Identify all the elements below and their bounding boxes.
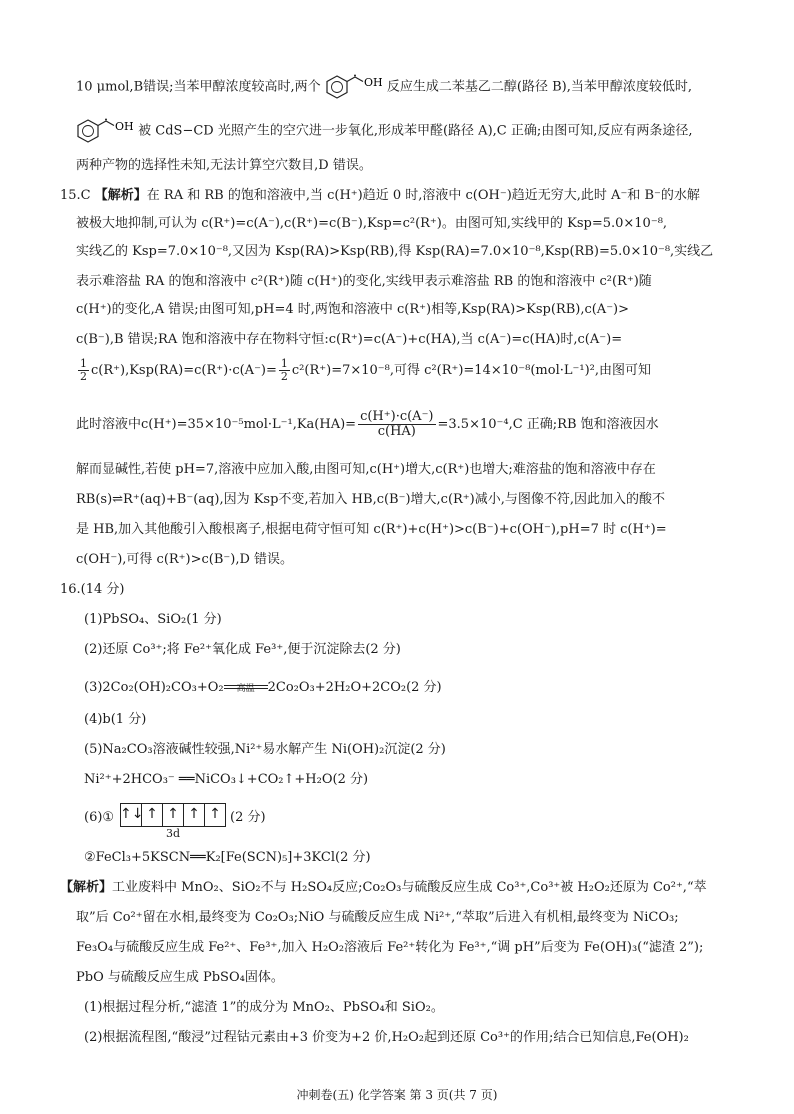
answer-line: ②FeCl₃+5KSCN══K₂[Fe(SCN)₅]+3KCl(2 分) (84, 850, 371, 865)
text-line: 表示难溶盐 RA 的饱和溶液中 c²(R⁺)随 c(H⁺)的变化,实线甲表示难溶盐 RB 的饱和溶液中 c²(R⁺)随 (76, 274, 652, 289)
svg-text:OH: OH (115, 120, 134, 133)
answer-line: Ni²⁺+2HCO₃⁻ ══NiCO₃↓+CO₂↑+H₂O(2 分) (84, 772, 369, 787)
question-number: 15.C (60, 188, 91, 203)
text-line: OH 被 CdS−CD 光照产生的空穴进一步氧化,形成苯甲醛(路径 A),C 正确;由图可知,反应有两条途径, (76, 118, 693, 144)
text-line: (2)根据流程图,“酸浸”过程钴元素由+3 价变为+2 价,H₂O₂起到还原 Co³⁺的作用;结合已知信息,Fe(OH)₂ (84, 1030, 689, 1045)
text-line: 两种产物的选择性未知,无法计算空穴数目,D 错误。 (76, 158, 372, 173)
answer-line: (2)还原 Co³⁺;将 Fe²⁺氧化成 Fe³⁺,便于沉淀除去(2 分) (84, 642, 401, 657)
text-line: 解而显碱性,若使 pH=7,溶液中应加入酸,由图可知,c(H⁺)增大,c(R⁺)也增大;难溶盐的饱和溶液中存在 (76, 462, 656, 477)
spin-arrow: ↑ (188, 806, 200, 822)
spin-arrow: ↑ (167, 806, 179, 822)
score-text: (2 分) (230, 810, 266, 825)
text-line: 10 μmol,B错误;当苯甲醇浓度较高时,两个 OH 反应生成二苯基乙二醇(路径 B),当苯甲醇浓度较低时, (76, 74, 692, 100)
text-line: 实线乙的 Ksp=7.0×10⁻⁸,又因为 Ksp(RA)>Ksp(RB),得 Ksp(RA)=7.0×10⁻⁸,Ksp(RB)=5.0×10⁻⁸,实线乙 (76, 244, 714, 259)
text-line: Fe₃O₄与硫酸反应生成 Fe²⁺、Fe³⁺,加入 H₂O₂溶液后 Fe²⁺转化为 Fe³⁺,“调 pH”后变为 Fe(OH)₃(“滤渣 2”); (76, 940, 704, 955)
answer-line: (4)b(1 分) (84, 712, 147, 727)
fraction-half: $\frac{1}{2}$ (280, 357, 288, 383)
page-footer: 冲刺卷(五) 化学答案 第 3 页(共 7 页) (296, 1088, 498, 1102)
question-number: 16.(14 分) (60, 582, 125, 597)
analysis-tag: 【解析】 (94, 188, 147, 203)
answer-line: (1)PbSO₄、SiO₂(1 分) (84, 612, 222, 627)
q15-line: 15.C 【解析】在 RA 和 RB 的饱和溶液中,当 c(H⁺)趋近 0 时,溶液中 c(OH⁻)趋近无穷大,此时 A⁻和 B⁻的水解 (60, 188, 700, 203)
answer-line: (5)Na₂CO₃溶液碱性较强,Ni²⁺易水解产生 Ni(OH)₂沉淀(2 分) (84, 742, 446, 757)
text-line: PbO 与硫酸反应生成 PbSO₄固体。 (76, 970, 284, 985)
analysis-tag: 【解析】 (60, 880, 113, 895)
text-line: 取”后 Co²⁺留在水相,最终变为 Co₂O₃;NiO 与硫酸反应生成 Ni²⁺,“萃取”后进入有机相,最终变为 NiCO₃; (76, 910, 679, 925)
benzyl-alcohol-structure (76, 118, 134, 144)
spin-arrow: ↑ (209, 806, 221, 822)
answer-line: (3)2Co₂(OH)₂CO₃+O₂ 高温 2Co₂O₃+2H₂O+2CO₂(2 分) (84, 680, 442, 695)
text-line: c(B⁻),B 错误;RA 饱和溶液中存在物料守恒:c(R⁺)=c(A⁻)+c(HA),当 c(A⁻)=c(HA)时,c(A⁻)= (76, 332, 623, 347)
orbital-label: 3d (165, 827, 181, 840)
text-line: c(OH⁻),可得 c(R⁺)>c(B⁻),D 错误。 (76, 552, 294, 567)
text-line: 是 HB,加入其他酸引入酸根离子,根据电荷守恒可知 c(R⁺)+c(H⁺)>c(B⁻)+c(OH⁻),pH=7 时 c(H⁺)= (76, 522, 667, 537)
text-line: (1)根据过程分析,“滤渣 1”的成分为 MnO₂、PbSO₄和 SiO₂。 (84, 1000, 444, 1015)
answer-line: (6)① (84, 810, 115, 825)
text-line: c(H⁺)的变化,A 错误;由图可知,pH=4 时,两饱和溶液中 c(R⁺)相等,Ksp(RA)>Ksp(RB),c(A⁻)> (76, 302, 630, 317)
benzyl-alcohol-structure (325, 74, 383, 100)
text-line: 被极大地抑制,可认为 c(R⁺)=c(A⁻),c(R⁺)=c(B⁻),Ksp=c²(R⁺)。由图可知,实线甲的 Ksp=5.0×10⁻⁸, (76, 216, 668, 231)
ka-fraction: $\frac{c(H^+)\cdot c(A^-)}{c(HA)}$ (360, 409, 434, 439)
text-line: RB(s)⇌R⁺(aq)+B⁻(aq),因为 Ksp不变,若加入 HB,c(B⁻)增大,c(R⁺)减小,与图像不符,因此加入的酸不 (76, 492, 666, 507)
text-line: 此时溶液中c(H⁺)=35×10⁻⁵mol·L⁻¹,Ka(HA)= $\frac{c(H^+)\cdot c(A^-)}{c(HA)}$ =3.5×10⁻⁴,C 正确;RB 饱和溶液因水 (76, 409, 659, 439)
text-line: $\frac{1}{2}$ c(R⁺),Ksp(RA)=c(R⁺)·c(A⁻)= $\frac{1}{2}$ c²(R⁺)=7×10⁻⁸,可得 c²(R⁺)=14×10⁻⁸(mol·L⁻¹)²,由图可知 (80, 357, 651, 383)
spin-arrow: ↑ (146, 806, 158, 822)
fraction-half: $\frac{1}{2}$ (80, 357, 87, 383)
spin-arrow: ↑↓ (120, 806, 144, 822)
text-line: 【解析】工业废料中 MnO₂、SiO₂不与 H₂SO₄反应;Co₂O₃与硫酸反应生成 Co³⁺,Co³⁺被 H₂O₂还原为 Co²⁺,“萃 (60, 880, 707, 895)
svg-text:OH: OH (363, 76, 383, 89)
